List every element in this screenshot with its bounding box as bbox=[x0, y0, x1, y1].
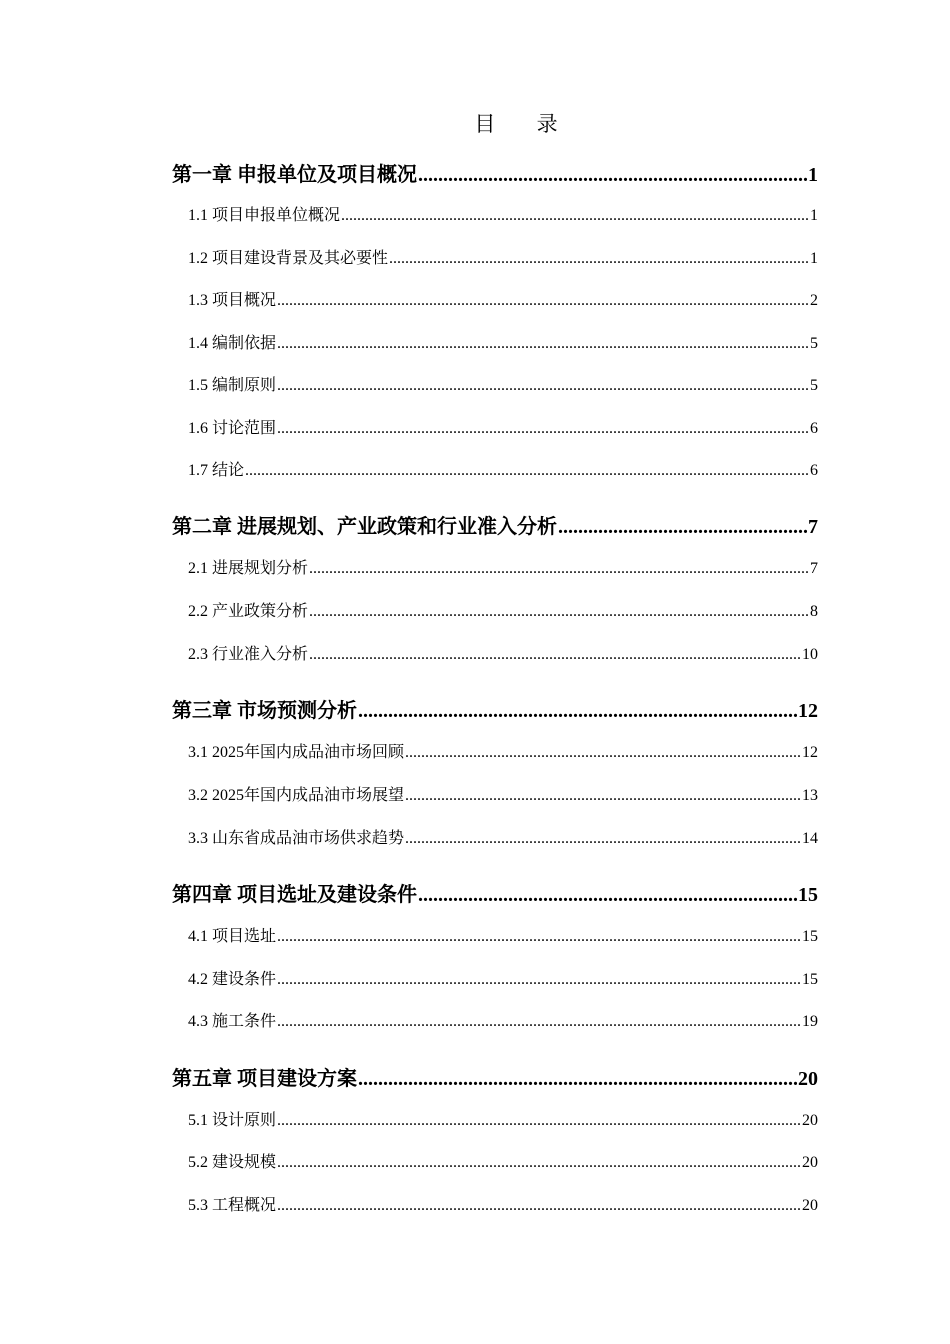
section-label: 5.2 建设规模 bbox=[188, 1154, 277, 1171]
toc-chapter-entry[interactable] bbox=[172, 694, 818, 723]
section-page-number: 20 bbox=[802, 1112, 818, 1129]
toc-section-entry[interactable] bbox=[188, 555, 818, 578]
section-page-number: 20 bbox=[802, 1197, 818, 1214]
chapter-label: 第四章 项目选址及建设条件 bbox=[172, 884, 417, 906]
toc-section-entry[interactable] bbox=[188, 739, 818, 762]
section-label: 1.4 编制依据 bbox=[188, 335, 277, 352]
chapter-label: 第五章 项目建设方案 bbox=[172, 1068, 357, 1090]
leader-dots bbox=[277, 335, 809, 353]
toc-section-entry[interactable] bbox=[188, 966, 818, 989]
leader-dots bbox=[277, 292, 809, 310]
section-page-number: 12 bbox=[802, 744, 818, 761]
section-label: 4.3 施工条件 bbox=[188, 1013, 277, 1030]
leader-dots bbox=[418, 884, 797, 907]
toc-section-entry[interactable] bbox=[188, 457, 818, 480]
leader-dots bbox=[309, 603, 809, 621]
chapter-page-number: 12 bbox=[798, 700, 818, 722]
section-page-number: 1 bbox=[810, 250, 818, 267]
chapter-page-number: 1 bbox=[808, 164, 818, 186]
section-page-number: 19 bbox=[802, 1013, 818, 1030]
chapter-label: 第二章 进展规划、产业政策和行业准入分析 bbox=[172, 516, 557, 538]
toc-chapter-entry[interactable] bbox=[172, 878, 818, 907]
toc-section-entry[interactable] bbox=[188, 1192, 818, 1215]
section-label: 1.7 结论 bbox=[188, 462, 245, 479]
toc-section-entry[interactable] bbox=[188, 330, 818, 353]
leader-dots bbox=[405, 830, 801, 848]
section-label: 4.1 项目选址 bbox=[188, 928, 277, 945]
section-page-number: 8 bbox=[810, 603, 818, 620]
section-label: 3.1 2025年国内成品油市场回顾 bbox=[188, 744, 405, 761]
section-page-number: 14 bbox=[802, 830, 818, 847]
section-page-number: 15 bbox=[802, 971, 818, 988]
leader-dots bbox=[277, 420, 809, 438]
toc-section-entry[interactable] bbox=[188, 782, 818, 805]
toc-section-entry[interactable] bbox=[188, 202, 818, 225]
leader-dots bbox=[277, 1197, 801, 1215]
chapter-label: 第三章 市场预测分析 bbox=[172, 700, 357, 722]
section-page-number: 6 bbox=[810, 420, 818, 437]
section-label: 2.1 进展规划分析 bbox=[188, 560, 309, 577]
leader-dots bbox=[341, 207, 809, 225]
leader-dots bbox=[277, 377, 809, 395]
toc-section-entry[interactable] bbox=[188, 372, 818, 395]
section-page-number: 5 bbox=[810, 377, 818, 394]
section-label: 2.3 行业准入分析 bbox=[188, 646, 309, 663]
section-label: 5.1 设计原则 bbox=[188, 1112, 277, 1129]
leader-dots bbox=[277, 1112, 801, 1130]
section-page-number: 1 bbox=[810, 207, 818, 224]
toc-chapter-entry[interactable] bbox=[172, 158, 818, 187]
section-label: 2.2 产业政策分析 bbox=[188, 603, 309, 620]
section-page-number: 10 bbox=[802, 646, 818, 663]
section-label: 1.5 编制原则 bbox=[188, 377, 277, 394]
leader-dots bbox=[309, 646, 801, 664]
section-page-number: 13 bbox=[802, 787, 818, 804]
chapter-page-number: 20 bbox=[798, 1068, 818, 1090]
chapter-page-number: 7 bbox=[808, 516, 818, 538]
toc-chapter-entry[interactable] bbox=[172, 1062, 818, 1091]
leader-dots bbox=[277, 928, 801, 946]
section-page-number: 20 bbox=[802, 1154, 818, 1171]
toc-section-entry[interactable] bbox=[188, 641, 818, 664]
leader-dots bbox=[245, 462, 809, 480]
section-label: 1.6 讨论范围 bbox=[188, 420, 277, 437]
leader-dots bbox=[277, 971, 801, 989]
toc-section-entry[interactable] bbox=[188, 825, 818, 848]
leader-dots bbox=[405, 787, 801, 805]
section-page-number: 2 bbox=[810, 292, 818, 309]
toc-section-entry[interactable] bbox=[188, 245, 818, 268]
toc-section-entry[interactable] bbox=[188, 923, 818, 946]
section-page-number: 7 bbox=[810, 560, 818, 577]
toc-section-entry[interactable] bbox=[188, 1107, 818, 1130]
leader-dots bbox=[277, 1013, 801, 1031]
section-label: 3.3 山东省成品油市场供求趋势 bbox=[188, 830, 405, 847]
section-page-number: 15 bbox=[802, 928, 818, 945]
leader-dots bbox=[389, 250, 809, 268]
toc-section-entry[interactable] bbox=[188, 415, 818, 438]
chapter-page-number: 15 bbox=[798, 884, 818, 906]
leader-dots bbox=[418, 164, 807, 187]
section-label: 4.2 建设条件 bbox=[188, 971, 277, 988]
section-page-number: 6 bbox=[810, 462, 818, 479]
toc-section-entry[interactable] bbox=[188, 287, 818, 310]
toc-section-entry[interactable] bbox=[188, 1149, 818, 1172]
toc-chapter-entry[interactable] bbox=[172, 510, 818, 539]
leader-dots bbox=[309, 560, 809, 578]
section-label: 1.3 项目概况 bbox=[188, 292, 277, 309]
leader-dots bbox=[277, 1154, 801, 1172]
section-page-number: 5 bbox=[810, 335, 818, 352]
toc-section-entry[interactable] bbox=[188, 1008, 818, 1031]
section-label: 1.2 项目建设背景及其必要性 bbox=[188, 250, 389, 267]
leader-dots bbox=[358, 1068, 797, 1091]
leader-dots bbox=[558, 516, 807, 539]
toc-title: 目 录 bbox=[474, 112, 576, 136]
chapter-label: 第一章 申报单位及项目概况 bbox=[172, 164, 417, 186]
toc-section-entry[interactable] bbox=[188, 598, 818, 621]
leader-dots bbox=[358, 700, 797, 723]
section-label: 1.1 项目申报单位概况 bbox=[188, 207, 341, 224]
leader-dots bbox=[405, 744, 801, 762]
section-label: 5.3 工程概况 bbox=[188, 1197, 277, 1214]
section-label: 3.2 2025年国内成品油市场展望 bbox=[188, 787, 405, 804]
